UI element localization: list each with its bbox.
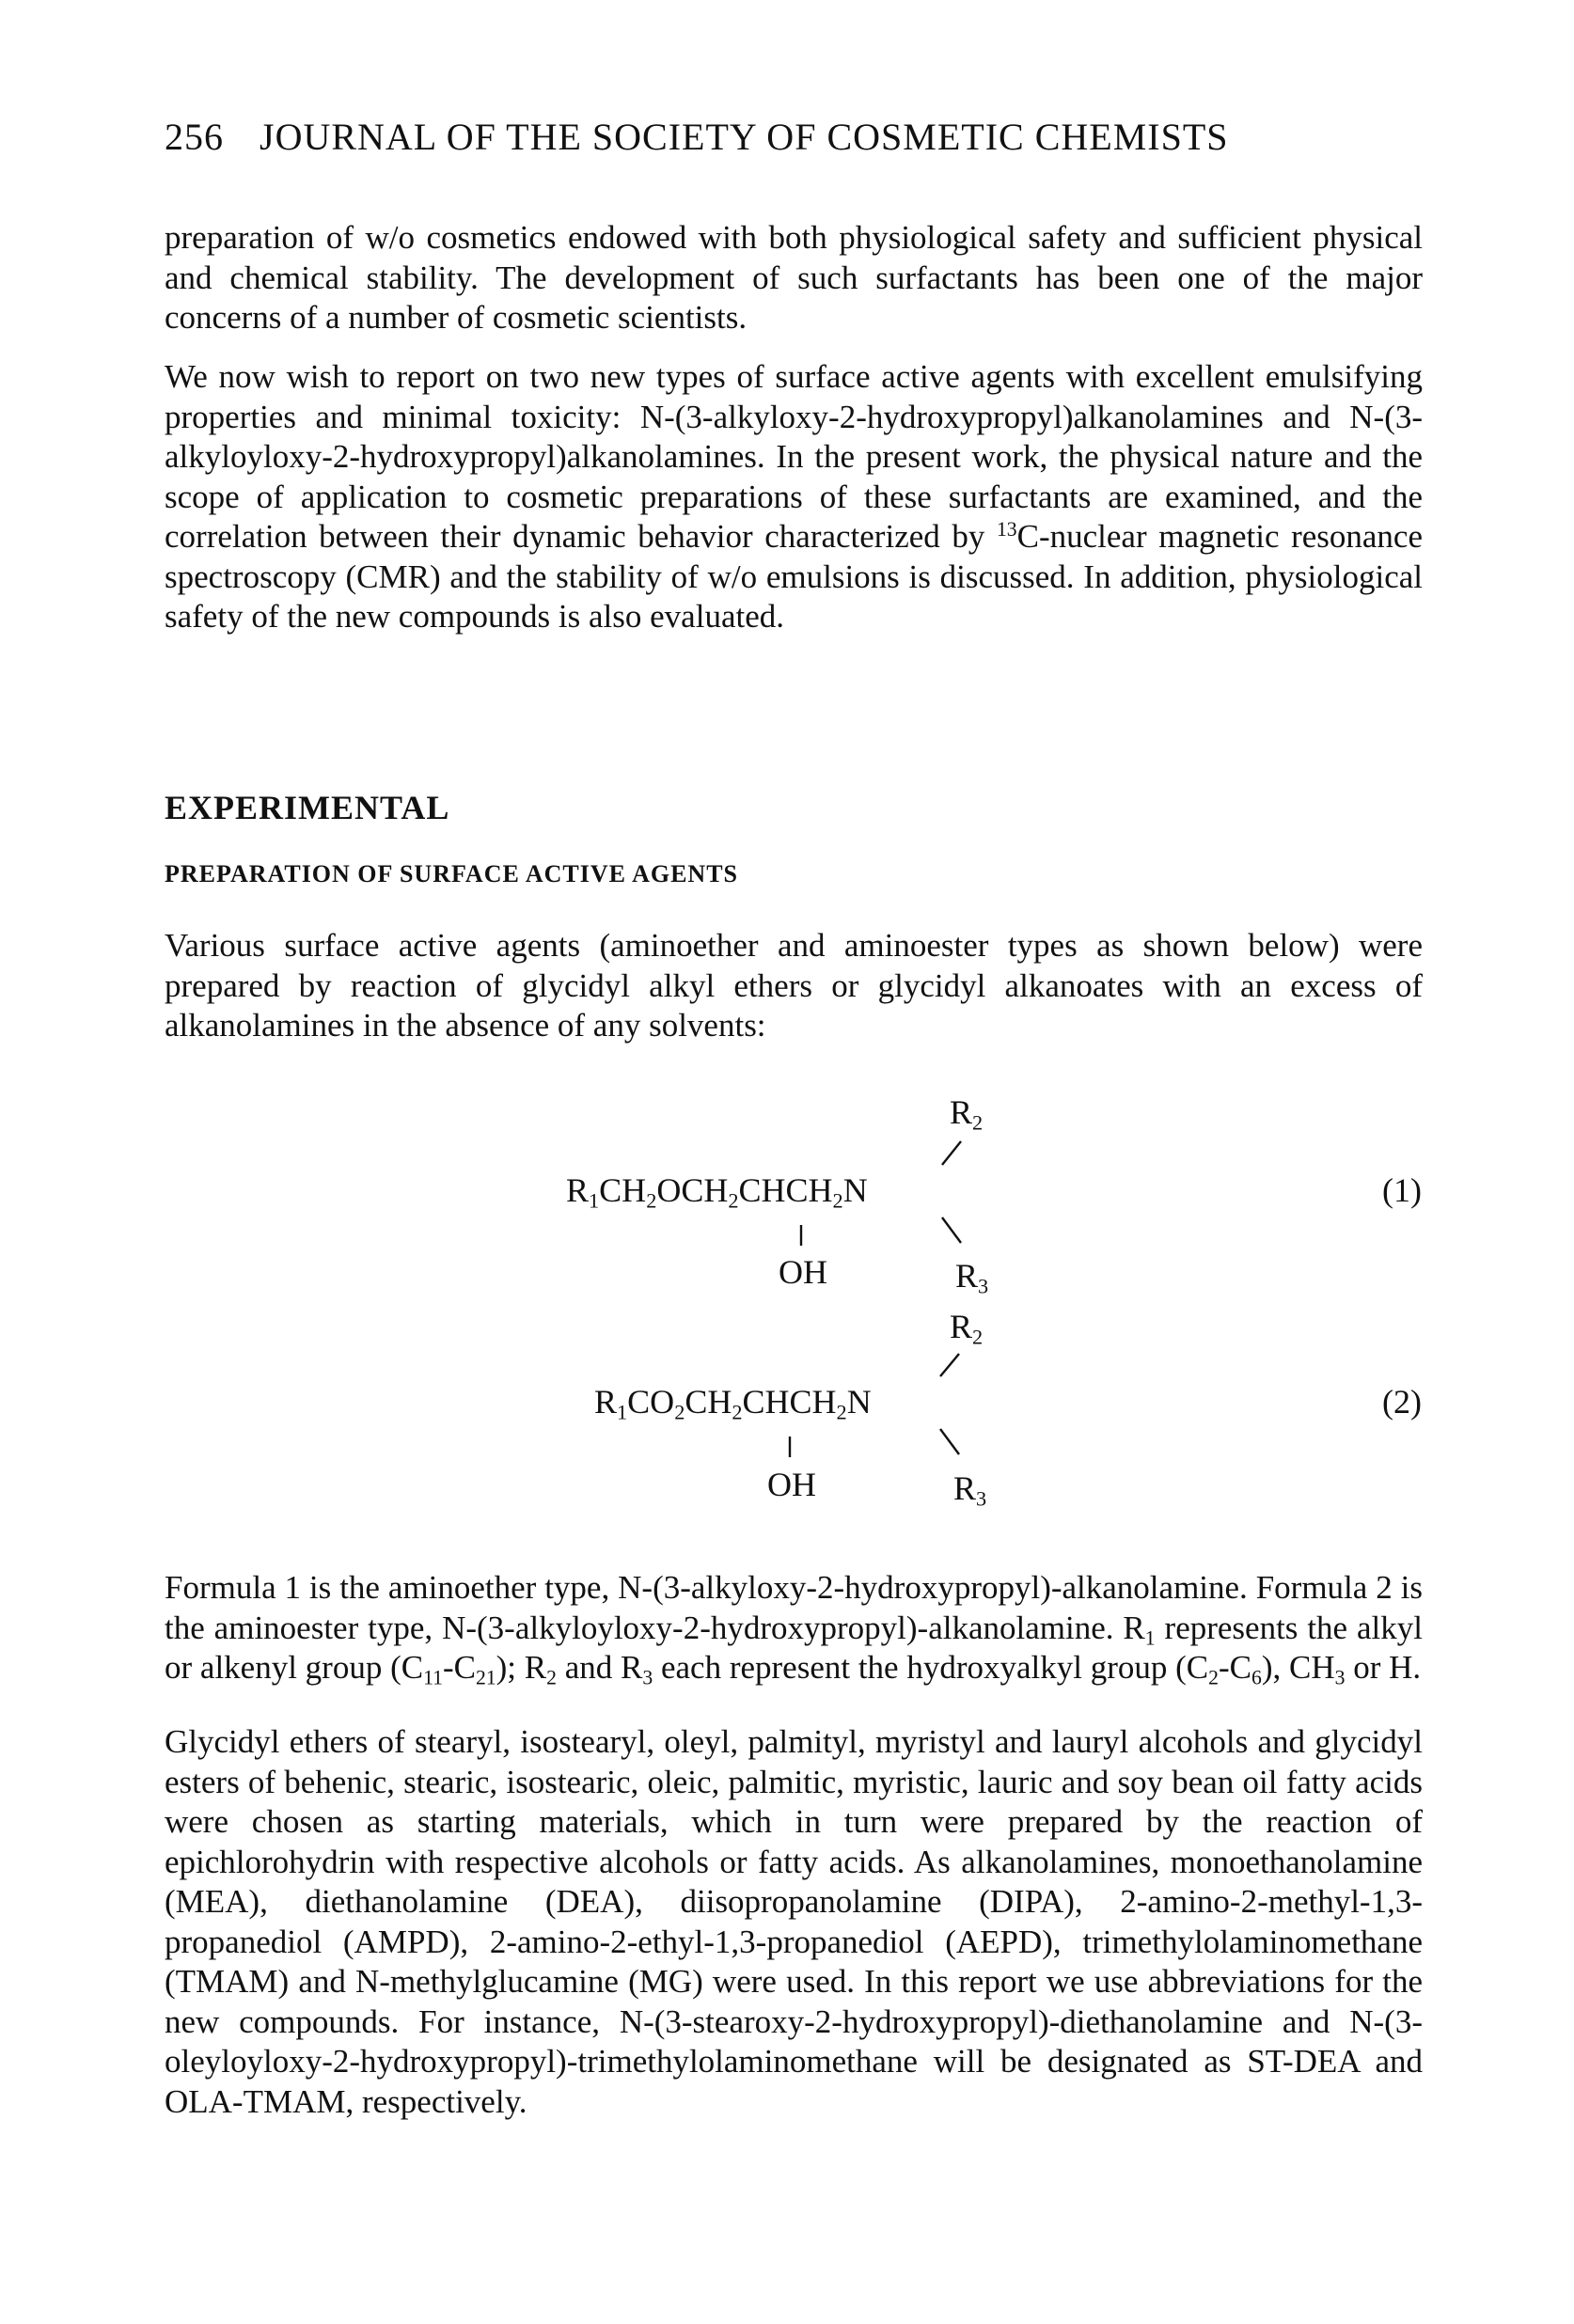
formula-2-main: $R_1CO_2CH_2CHCH_2N$: [594, 1383, 872, 1424]
formula-1-main: $R_1CH_2OCH_2CHCH_2N$: [566, 1171, 868, 1213]
formula-2-r3: $R_3$: [953, 1469, 987, 1511]
formula-2-bond-r3: [940, 1429, 959, 1454]
final-paragraph: Glycidyl ethers of stearyl, isostearyl, oleyl, palmityl, myristyl and lauryl alcohols and glycidyl esters of behenic, stearic, isostearic, oleic, palmitic, myristic, lauric and soy bean oil fatty acids were chosen as starting materials, which in turn were prepared by the reaction of epichlorohydrin with respective alcohols or fatty acids. As alkanolamines, monoethanolamine (MEA), diethanolamine (DEA), diisopropanolamine (DIPA), 2-amino-2-methyl-1,3-propanediol (AMPD), 2-amino-2-ethyl-1,3-propanediol (AEPD), trimethylolaminomethane (TMAM) and N-methylglucamine (MG) were used. In this report we use abbreviations for the new compounds. For instance, N-(3-stearoxy-2-hydroxypropyl)-diethanolamine and N-(3-oleyloyloxy-2-hydroxypropyl)-trimethylolaminomethane will be designated as ST-DEA and OLA-TMAM, respectively.: [165, 1723, 1423, 2120]
formula-2-r2: $R_2$: [950, 1308, 984, 1349]
formula-2-bond-r2: [940, 1354, 959, 1376]
formula-2-oh: OH: [767, 1466, 816, 1503]
experimental-paragraph: Various surface active agents (aminoether and aminoester types as shown below) were prepared by reaction of glycidyl alkyl ethers or glycidyl alkanoates with an excess of alkanolamines in the absence of any solvents:: [165, 927, 1423, 1044]
formula-1-r2: $R_2$: [950, 1093, 984, 1135]
formula-1-number: (1): [1382, 1171, 1422, 1209]
formula-2-number: (2): [1382, 1383, 1422, 1421]
intro-paragraph-1: preparation of w/o cosmetics endowed with both physiological safety and sufficient physical and chemical stability. The development of such surfactants has been one of the major concerns of a number of cosmetic scientists.: [165, 219, 1423, 336]
section-heading: EXPERIMENTAL: [165, 789, 450, 826]
formula-1-r3: $R_3$: [955, 1257, 989, 1298]
formula-caption: Formula 1 is the aminoether type, N-(3-alkyloxy-2-hydroxypropyl)-alkanolamine. Formula 2 is the aminoester type, N-(3-alkyloyloxy-2-hydroxypropyl)-alkanolamine. $R_1$ represents the alkyl or alkenyl group $(C_{11}-C_{21})$; $R_2$ and $R_3$ each represent the hydroxyalkyl group $(C_2-C_6)$, $CH_3$ or H.: [165, 1569, 1424, 1689]
journal-title: JOURNAL OF THE SOCIETY OF COSMETIC CHEMISTS: [260, 116, 1229, 158]
intro-paragraph-2: We now wish to report on two new types of surface active agents with excellent emulsifying properties and minimal toxicity: N-(3-alkyloxy-2-hydroxypropyl)alkanolamines and N-(3-alkyloyloxy-2-hydroxypropyl)alkanolamines. In the present work, the physical nature and the scope of application to cosmetic preparations of these surfactants are examined, and the correlation between their dynamic behavior characterized by $^{13}$C-nuclear magnetic resonance spectroscopy (CMR) and the stability of w/o emulsions is discussed. In addition, physiological safety of the new compounds is also evaluated.: [165, 358, 1423, 635]
formula-1-oh: OH: [779, 1253, 827, 1291]
subsection-heading: PREPARATION OF SURFACE ACTIVE AGENTS: [165, 860, 738, 887]
page-number: 256: [165, 116, 224, 158]
